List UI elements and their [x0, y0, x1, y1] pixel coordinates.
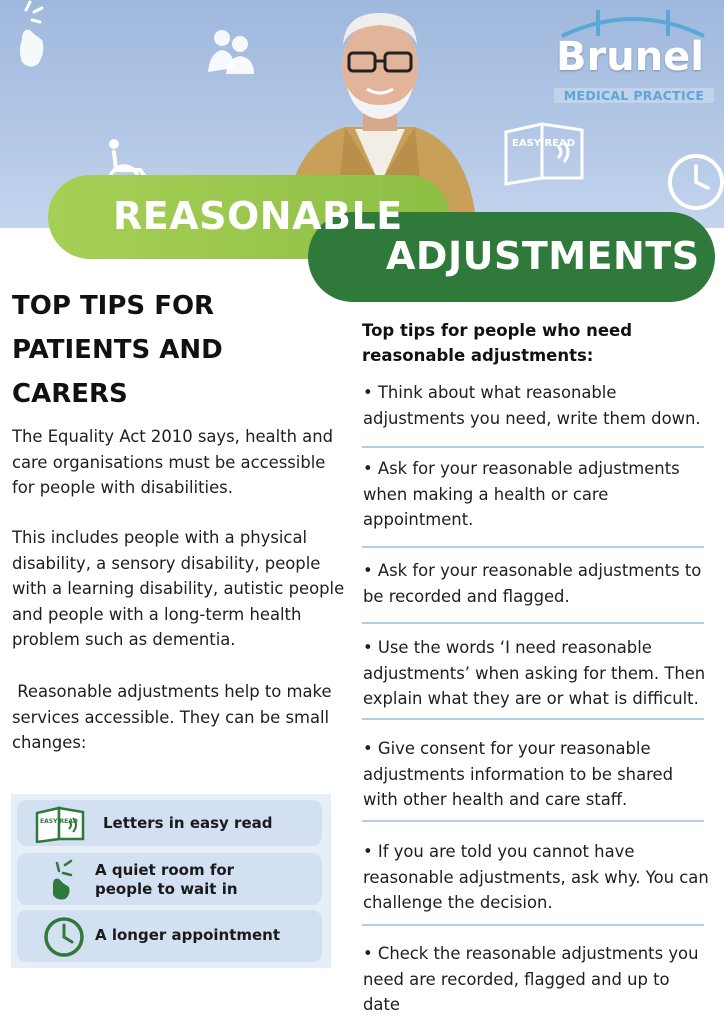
examples-panel [11, 794, 331, 968]
tip-item: • Think about what reasonable adjustments you need, write them down. [363, 383, 701, 428]
intro-paragraph-3: Reasonable adjustments help to make services accessible. They can be small changes: [12, 682, 337, 753]
brunel-logo [552, 8, 720, 108]
clock-icon [664, 148, 724, 216]
example-card [17, 910, 322, 962]
tip-divider [362, 820, 704, 822]
tip-divider [362, 924, 704, 926]
easy-read-book-icon [33, 805, 89, 843]
intro-paragraph-2: This includes people with a physical disability, a sensory disability, people with a learning disability, autistic people and people with a long-term health problem such as dementia. [12, 528, 345, 650]
example-card [17, 800, 322, 846]
tips-heading: Top tips for people who need reasonable adjustments: [362, 321, 633, 365]
tip-item: • If you are told you cannot have reasonable adjustments, ask why. You can challenge the decision. [363, 842, 709, 913]
tip-divider [362, 546, 704, 548]
headline-line-1: REASONABLE [113, 194, 403, 238]
easy-read-book-icon [500, 118, 588, 186]
example-label: A longer appointment [95, 926, 281, 944]
tip-item: • Use the words ‘I need reasonable adjustments’ when asking for them. Then explain what they are or what is difficult. [363, 638, 706, 709]
left-title-line: TOP TIPS FOR [12, 291, 215, 321]
example-card [17, 853, 322, 905]
example-label: Letters in easy read [103, 814, 273, 832]
headline-line-2: ADJUSTMENTS [386, 234, 700, 278]
left-title-line: PATIENTS AND [12, 335, 223, 365]
easy-read-card-text: EASY READ [40, 818, 78, 825]
tip-divider [362, 622, 704, 624]
tip-divider [362, 446, 704, 448]
left-title [12, 284, 342, 416]
people-icon [206, 28, 256, 76]
intro-paragraph-1: The Equality Act 2010 says, health and care organisations must be accessible for people with disabilities. [12, 427, 334, 498]
tip-item: • Give consent for your reasonable adjustments information to be shared with other health and care staff. [363, 739, 673, 810]
left-title-line: CARERS [12, 379, 128, 409]
tip-item: • Check the reasonable adjustments you need are recorded, flagged and up to date [363, 944, 699, 1015]
tip-item: • Ask for your reasonable adjustments when making a health or care appointment. [363, 459, 680, 530]
tip-item: • Ask for your reasonable adjustments to be recorded and flagged. [363, 561, 702, 606]
logo-name: Brunel [556, 34, 705, 80]
quiet-room-icon [47, 859, 81, 901]
tap-gesture-icon [12, 0, 58, 80]
tip-divider [362, 718, 704, 720]
clock-icon [41, 915, 87, 959]
logo-subtitle: MEDICAL PRACTICE [554, 88, 714, 103]
easy-read-label: EASY READ [512, 138, 576, 149]
example-label: A quiet room for people to wait in [95, 861, 238, 898]
